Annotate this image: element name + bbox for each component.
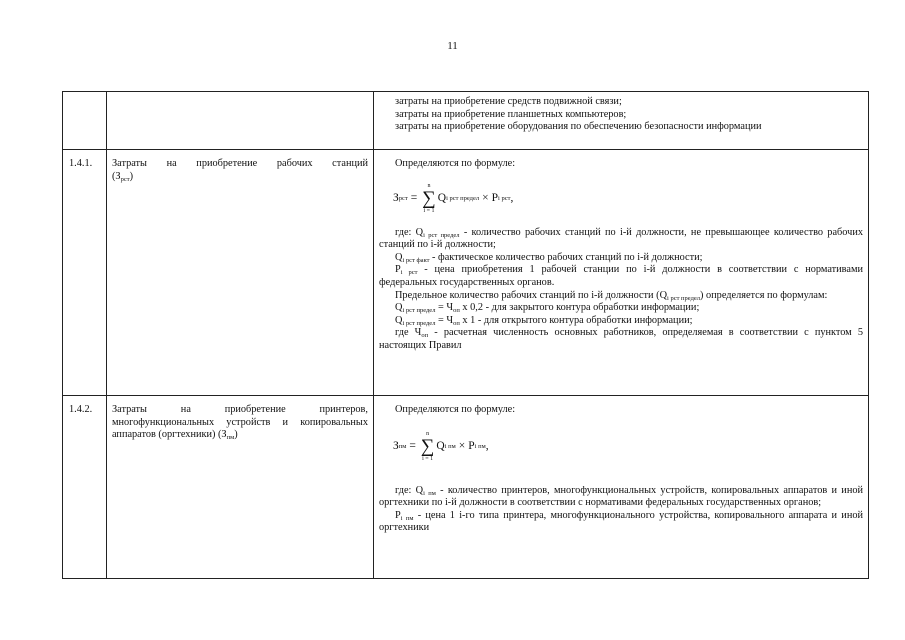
list-item: затраты на приобретение средств подвижной связи; (395, 96, 622, 107)
row-number: 1.4.1. (63, 150, 107, 396)
sum-symbol: n ∑ i = 1 (422, 182, 436, 214)
row-name-text: Затраты на приобретение рабочих станций (112, 158, 368, 169)
sub-formula: $Q_{i рст предел} = Ч_{оп}$ x 1 - для открытого контура обработки информации; (395, 314, 693, 327)
definition: $P_{i пм}$ - цена 1 i-го типа принтера, многофункционального устройства, копировального аппарата и иной оргтехники (379, 509, 863, 534)
table-row (63, 92, 869, 150)
formula-intro: Определяются по формуле: (395, 158, 516, 169)
formula: З рст = n ∑ i = 1 Q i рст предел × P i рст , (393, 182, 514, 214)
row-number (63, 92, 107, 150)
row-name (107, 92, 374, 150)
row-description (374, 92, 869, 150)
row-name-symbol: $(З_{рст})$ (112, 170, 134, 183)
definition: Предельное количество рабочих станций по i-й должности $(Q_{i рст предел})$ определяется по формулам: (395, 289, 828, 302)
definition: где: $Q_{i пм}$ - количество принтеров, многофункциональных устройств, копировальных аппаратов и иной оргтехники по i-й должности в соответствии с нормативами федеральных государственных органов; (379, 484, 863, 509)
row-number: 1.4.2. (63, 396, 107, 579)
page-number: 11 (447, 40, 458, 52)
row-name (107, 396, 374, 579)
row-name (107, 150, 374, 396)
formula: З пм = n ∑ i = 1 Q i пм × P i пм , (393, 430, 489, 462)
cost-table (62, 91, 869, 579)
definition: $P_{i рст}$ - цена приобретения 1 рабочей станции по i-й должности в соответствии с нормативами федеральных государственных органов. (379, 264, 863, 288)
list-item: затраты на приобретение планшетных компьютеров; (395, 108, 627, 120)
sum-symbol: n ∑ i = 1 (420, 430, 435, 462)
definition: где $Ч_{оп}$ - расчетная численность основных работников, определяемая в соответствии с пунктом 5 настоящих Правил (379, 327, 863, 351)
sub-formula: $Q_{i рст предел} = Ч_{оп}$ x 0,2 - для закрытого контура обработки информации; (395, 302, 700, 315)
row-description (374, 396, 869, 579)
definition: где: $Q_{i рст предел}$ - количество рабочих станций по i-й должности, не превышающее количество рабочих станций по i-й должности; (379, 226, 863, 251)
definition: $Q_{i рст факт}$ - фактическое количество рабочих станций по i-й должности; (395, 251, 703, 264)
table-row (63, 396, 869, 579)
row-name-text: Затраты на приобретение принтеров, многофункциональных устройств и копировальных аппаратов (оргтехники) $(З_{пм})$ (112, 404, 368, 442)
formula-intro: Определяются по формуле: (395, 404, 516, 415)
row-description (374, 150, 869, 396)
table-row (63, 150, 869, 396)
list-item: затраты на приобретение оборудования по обеспечению безопасности информации (395, 121, 762, 133)
